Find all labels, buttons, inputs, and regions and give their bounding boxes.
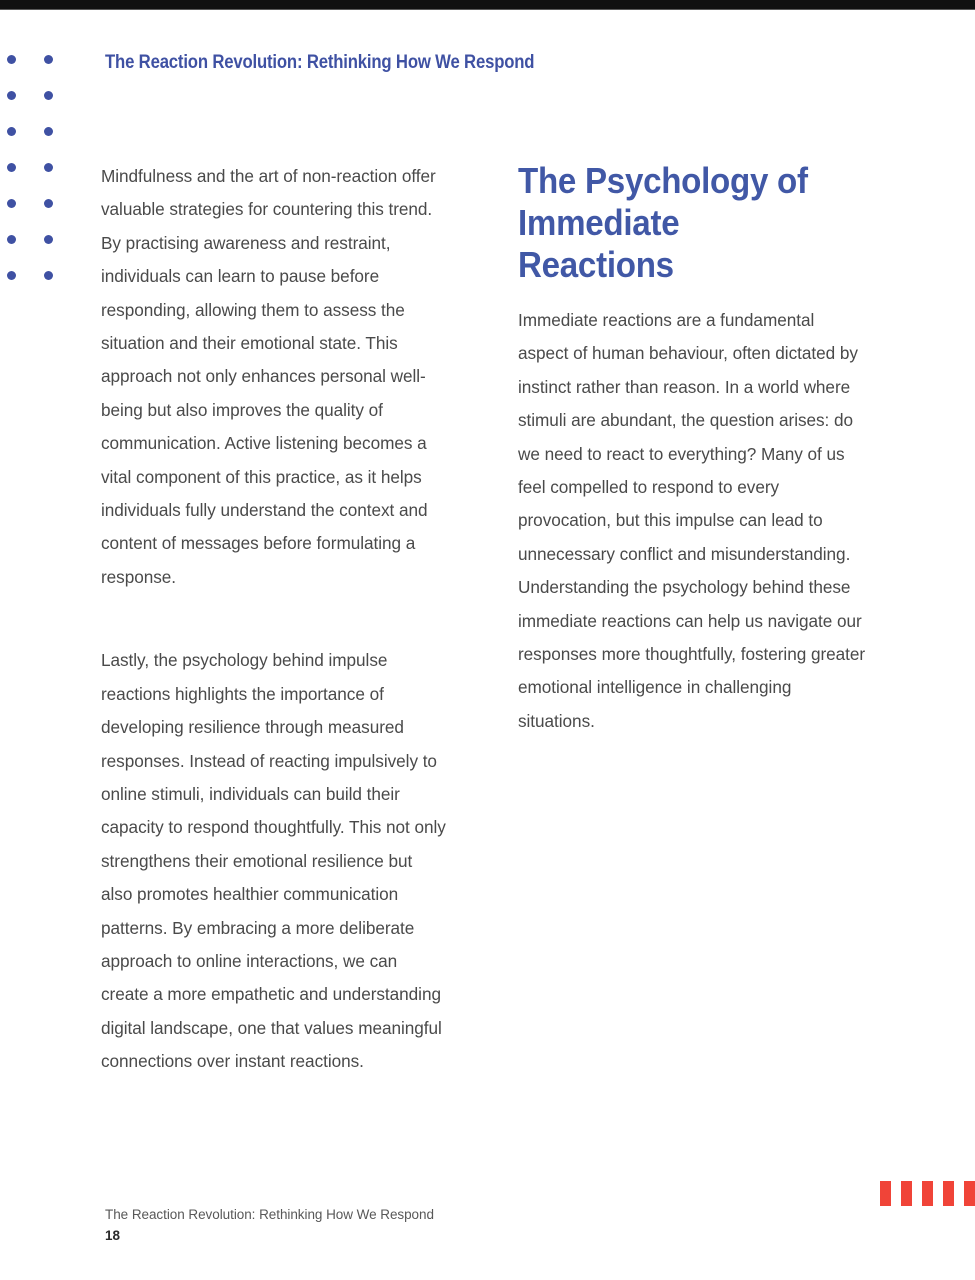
dot: [7, 199, 16, 208]
section-heading: The Psychology of Immediate Reactions: [518, 160, 808, 285]
dot-row: [0, 235, 70, 271]
dot-row: [0, 271, 70, 307]
left-column: [101, 160, 446, 1079]
right-column: [518, 160, 866, 738]
left-column-paragraph-1: Mindfulness and the art of non-reaction offer valuable strategies for countering this trend. By practising awareness and restraint, individuals can learn to pause before responding, allowing them to assess the situation and their emotional state. This approach not only enhances personal well-being but also improves the quality of communication. Active listening becomes a vital component of this practice, as it helps individuals fully understand the context and content of messages before formulating a response.: [101, 166, 436, 587]
dot: [44, 55, 53, 64]
top-black-bar: [0, 0, 975, 9]
dot: [7, 55, 16, 64]
dot-row: [0, 91, 70, 127]
red-bar-motif: [880, 1181, 975, 1206]
dot: [44, 91, 53, 100]
dot: [44, 199, 53, 208]
left-column-paragraph-2: Lastly, the psychology behind impulse reactions highlights the importance of developing resilience through measured responses. Instead of reacting impulsively to online stimuli, individuals can build their capacity to respond thoughtfully. This not only strengthens their emotional resilience but also promotes healthier communication patterns. By embracing a more deliberate approach to online interactions, we can create a more empathetic and understanding digital landscape, one that values meaningful connections over instant reactions.: [101, 650, 446, 1072]
decorative-dot-grid: [0, 55, 70, 295]
dot-row: [0, 199, 70, 235]
red-bar: [901, 1181, 912, 1206]
dot: [7, 127, 16, 136]
footer-title: The Reaction Revolution: Rethinking How We Respond: [105, 1207, 434, 1222]
dot: [44, 271, 53, 280]
red-bar: [880, 1181, 891, 1206]
dot: [44, 235, 53, 244]
red-bar: [922, 1181, 933, 1206]
running-head-title: The Reaction Revolution: Rethinking How We Respond: [105, 52, 535, 73]
right-column-paragraph-1: Immediate reactions are a fundamental aspect of human behaviour, often dictated by instinct rather than reason. In a world where stimuli are abundant, the question arises: do we need to react to everything? Many of us feel compelled to respond to every provocation, but this impulse can lead to unnecessary conflict and misunderstanding. Understanding the psychology behind these immediate reactions can help us navigate our responses more thoughtfully, fostering greater emotional intelligence in challenging situations.: [518, 310, 866, 731]
dot: [7, 91, 16, 100]
dot-row: [0, 127, 70, 163]
top-bar-hairline: [0, 9, 975, 10]
dot: [7, 271, 16, 280]
red-bar: [964, 1181, 975, 1206]
page-footer: [105, 1206, 705, 1246]
dot-row: [0, 55, 70, 91]
dot: [44, 163, 53, 172]
red-bar: [943, 1181, 954, 1206]
dot: [7, 163, 16, 172]
dot: [7, 235, 16, 244]
page-number: 18: [105, 1228, 121, 1243]
dot-row: [0, 163, 70, 199]
dot: [44, 127, 53, 136]
